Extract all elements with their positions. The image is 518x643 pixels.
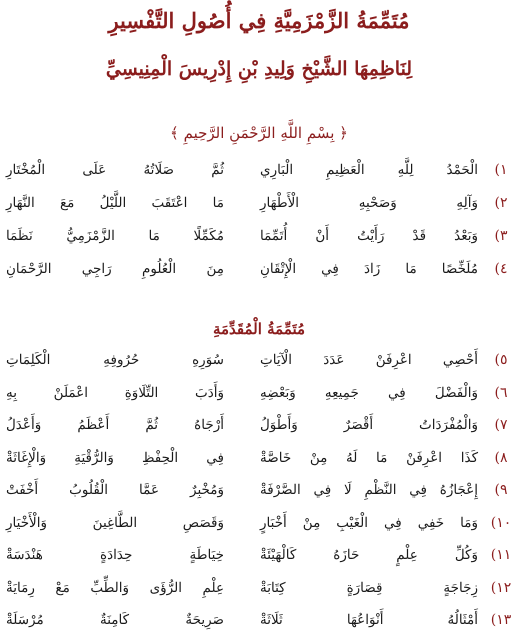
verse-first-hemistich: الْحَمْدُ لِلَّهِ الْعَظِيمِ الْبَارِي bbox=[260, 162, 478, 178]
verse-row bbox=[0, 226, 518, 252]
verse-number: ٤) bbox=[494, 261, 508, 277]
verse-number: ٢) bbox=[494, 195, 508, 211]
verse-first-hemistich: وَبَعْدُ قَدْ رَأَيْتُ أَنْ أُتَمِّمَا bbox=[260, 228, 478, 244]
verse-number: ١) bbox=[494, 162, 508, 178]
verse-number: ١١) bbox=[490, 547, 512, 563]
basmala: ﴿ بِسْمِ اللَّهِ الرَّحْمَنِ الرَّحِيمِ ﴾ bbox=[170, 124, 348, 142]
verse-second-hemistich: مِنَ الْعُلُومِ رَاجِي الرَّحْمَانِ bbox=[6, 261, 224, 277]
verse-second-hemistich: وَأَدَبَ التِّلَاوَةِ اعْمَلَنْ بِهِ bbox=[6, 384, 224, 401]
verse-number: ٨) bbox=[494, 449, 508, 466]
verse-first-hemistich: وَالْفَضْلَ فِي جَمِيعِهِ وَبَعْضِهِ bbox=[260, 384, 478, 401]
verse-number: ٩) bbox=[494, 482, 508, 498]
verse-number: ٦) bbox=[494, 384, 508, 401]
verse-row bbox=[0, 513, 518, 539]
verse-number: ١٣) bbox=[490, 612, 512, 628]
verse-row bbox=[0, 415, 518, 441]
verse-second-hemistich: صَرِيحَةٌ كَامِنَةٌ مُرْسَلَةْ bbox=[6, 612, 224, 628]
verse-first-hemistich: إِعْجَازُهُ فِي النَّظْمِ لَا فِي الصَّرْفَةْ bbox=[260, 482, 478, 498]
verse-second-hemistich: خِيَاطَةٍ حِدَادَةٍ هَنْدَسَةْ bbox=[6, 547, 224, 563]
verse-row bbox=[0, 259, 518, 285]
verse-number: ٧) bbox=[494, 417, 508, 433]
verse-number: ٥) bbox=[494, 352, 508, 368]
verse-second-hemistich: ثُمَّ صَلَاتُهُ عَلَى الْمُخْتَارِ bbox=[6, 162, 224, 178]
verse-number: ١٠) bbox=[490, 514, 512, 531]
verse-first-hemistich: وَمَا خَفِي فِي الْغَيْبِ مِنْ أَخْبَارٍ bbox=[260, 514, 478, 531]
verse-second-hemistich: وَقَصَصِ الطَّاغِينَ وَالْأَخْيَارِ bbox=[6, 514, 224, 531]
verse-row bbox=[0, 383, 518, 409]
verse-second-hemistich: مَا اعْتَقَبَ اللَّيْلُ مَعَ النَّهَارِ bbox=[6, 195, 224, 211]
verse-row bbox=[0, 610, 518, 636]
verse-row bbox=[0, 448, 518, 474]
verse-second-hemistich: سُوَرِهِ حُرُوفِهِ الْكَلِمَاتِ bbox=[6, 352, 224, 368]
verse-second-hemistich: فِي الْحِفْظِ وَالرُّقْيَةِ وَالْإِغَاثَةْ bbox=[6, 449, 224, 466]
verse-first-hemistich: أَمْثَالُهُ أَنْوَاعُهَا ثَلَاثَةْ bbox=[260, 612, 478, 628]
verse-row bbox=[0, 193, 518, 219]
poem-title: مُتَمِّمَةُ الزَّمْزَمِيَّةِ فِي أُصُولِ التَّفْسِيرِ bbox=[108, 8, 410, 33]
verse-first-hemistich: وَالْمُفْرَدَاتُ أَقْصَرٌ وَأَطْوَلُ bbox=[260, 417, 478, 433]
verse-row bbox=[0, 160, 518, 186]
verse-first-hemistich: وَآلِهِ وَصَحْبِهِ الْأَطْهَارِ bbox=[260, 195, 478, 211]
verse-first-hemistich: أَحْصِي اعْرِفَنْ عَدَدَ الْآيَاتِ bbox=[260, 352, 478, 368]
verse-number: ١٢) bbox=[490, 579, 512, 596]
verse-second-hemistich: عِلْمِ الرُّؤَى وَالطِّبِّ مَعْ رِمَايَةْ bbox=[6, 579, 224, 596]
verse-first-hemistich: وَكُلِّ عِلْمٍ حَازَهُ كَالْهَيْئَةْ bbox=[260, 547, 478, 563]
verse-first-hemistich: كَذَا اعْرِفَنْ مَا لَهُ مِنْ خَاصَّةْ bbox=[260, 449, 478, 466]
verse-row bbox=[0, 545, 518, 571]
verse-first-hemistich: زِجَاجَةٍ قِصَارَةٍ كِتَابَةْ bbox=[260, 579, 478, 596]
poem-author: لِنَاظِمِهَا الشَّيْخِ وَلِيدِ بْنِ إِدْرِيسَ الْمِنِيسِيِّ bbox=[105, 58, 413, 80]
verse-second-hemistich: وَمُخْبِرٌ عَمَّا الْقُلُوبُ أَخْفَتْ bbox=[6, 482, 224, 498]
verse-row bbox=[0, 480, 518, 506]
verse-second-hemistich: مُكَمِّلًا مَا الزَّمْزَمِيُّ نَظَمَا bbox=[6, 228, 224, 244]
verse-second-hemistich: أَرْجَاهُ ثُمَّ أَعْظَمُ وَأَعْدَلُ bbox=[6, 417, 224, 433]
section-title: مُتَمِّمَةُ الْمُقَدِّمَةِ bbox=[212, 320, 306, 338]
verse-first-hemistich: مُلَخِّصًا مَا زَادَ فِي الْإِتْقَانِ bbox=[260, 261, 478, 277]
verse-row bbox=[0, 578, 518, 604]
verse-number: ٣) bbox=[494, 228, 508, 244]
verse-row bbox=[0, 350, 518, 376]
